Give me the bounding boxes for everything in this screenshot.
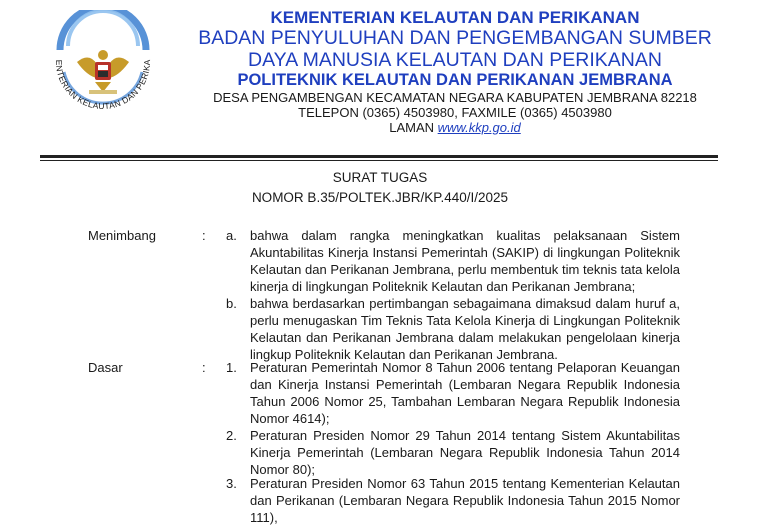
dasar-colon: : [202, 360, 206, 375]
dasar-item-text: Peraturan Pemerintah Nomor 8 Tahun 2006 tentang Pelaporan Keuangan dan Kinerja Instansi Pemerintah (Lembaran Negara Republik Indonesia Tahun 2006 Nomor 25, Tambahan Lembaran Negara Republik Indonesia Nomor 4614); [250, 360, 680, 426]
website-label: LAMAN [389, 120, 435, 135]
dasar-item-text: Peraturan Presiden Nomor 29 Tahun 2014 tentang Sistem Akuntabilitas Kinerja Pemerintah (Lembaran Negara Republik Indonesia Tahun 2014 Nomor 80); [250, 428, 680, 477]
menimbang-item-text: bahwa berdasarkan pertimbangan sebagaimana dimaksud dalam huruf a, perlu menugaskan Tim Teknis Tata Kelola Kinerja di Lingkungan Politeknik Kelautan dan Perikanan Jembrana dalam melakukan pengelolaan kinerja lingkup Politeknik Kelautan dan Perikanan Jembrana. [250, 296, 680, 362]
dasar-item-marker: 1. [226, 360, 237, 375]
dasar-item-text: Peraturan Presiden Nomor 63 Tahun 2015 tentang Kementerian Kelautan dan Perikanan (Lembaran Negara Republik Indonesia Tahun 2015 Nomor 111), [250, 476, 680, 525]
school-name: POLITEKNIK KELAUTAN DAN PERIKANAN JEMBRANA [237, 71, 673, 89]
website-line [150, 120, 760, 135]
document-number: NOMOR B.35/POLTEK.JBR/KP.440/I/2025 [251, 190, 509, 205]
menimbang-colon: : [202, 228, 206, 243]
dasar-item-marker: 3. [226, 476, 237, 491]
garuda-emblem-icon [77, 50, 129, 94]
letterhead-divider-thick [40, 155, 718, 158]
website-link[interactable]: www.kkp.go.id [437, 120, 521, 135]
phone-fax: TELEPON (0365) 4503980, FAXMILE (0365) 4503980 [298, 105, 612, 120]
ministry-name: KEMENTERIAN KELAUTAN DAN PERIKANAN [270, 8, 640, 27]
address: DESA PENGAMBENGAN KECAMATAN NEGARA KABUPATEN JEMBRANA 82218 [213, 90, 697, 105]
menimbang-item-marker: b. [226, 296, 237, 311]
agency-line-1: BADAN PENYULUHAN DAN PENGEMBANGAN SUMBER [198, 27, 712, 49]
letterhead-divider-thin [40, 160, 718, 161]
menimbang-item-marker: a. [226, 228, 237, 243]
menimbang-item-text: bahwa dalam rangka meningkatkan kualitas pelaksanaan Sistem Akuntabilitas Kinerja Instansi Pemerintah (SAKIP) di lingkungan Politeknik Kelautan dan Perikanan Jembrana, perlu membentuk tim teknis tata kelola kinerja di lingkungan Politeknik Kelautan dan Perikanan Jembrana; [250, 228, 680, 294]
logo-ring-text: ENTERIAN KELAUTAN DAN PERIKA [53, 59, 153, 112]
dasar-item-marker: 2. [226, 428, 237, 443]
menimbang-label: Menimbang [88, 228, 156, 243]
letterhead [150, 8, 760, 135]
dasar-label: Dasar [88, 360, 123, 375]
agency-line-2: DAYA MANUSIA KELAUTAN DAN PERIKANAN [248, 49, 662, 71]
document-title: SURAT TUGAS [332, 170, 428, 185]
ministry-logo [38, 10, 168, 136]
